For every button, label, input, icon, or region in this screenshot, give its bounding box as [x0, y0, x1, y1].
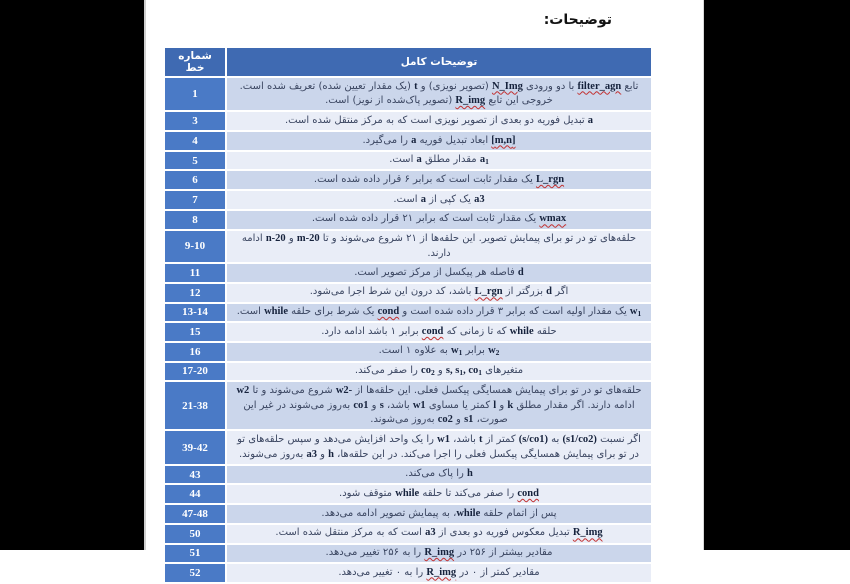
description-text: به‌روز می‌شوند در غیر این صورت،: [243, 399, 508, 426]
description-cell: [227, 191, 651, 209]
code-token: 1: [485, 157, 489, 167]
line-number-cell: 16: [165, 343, 225, 361]
explanations-table: [163, 46, 653, 584]
table-row: [165, 363, 651, 381]
line-number-cell: 50: [165, 525, 225, 543]
description-text: به: [547, 433, 563, 445]
line-number-cell: 7: [165, 191, 225, 209]
code-token: l: [493, 399, 497, 411]
table-row: [165, 564, 651, 582]
line-number-cell: 17-20: [165, 363, 225, 381]
table-row: [165, 132, 651, 150]
code-token: a: [479, 154, 486, 166]
code-token: , co: [463, 365, 479, 377]
line-number-cell: 3: [165, 112, 225, 130]
description-text: حلقه‌های تو در تو برای پیمایش تصویر. این حلقه‌ها از ۲۱ شروع می‌شوند و تا: [319, 233, 637, 244]
code-token: d: [546, 286, 553, 298]
code-token: n-20: [265, 233, 286, 244]
line-number-cell: 39-42: [165, 431, 225, 463]
line-number-cell: 1: [165, 78, 225, 110]
description-text: به‌روز می‌شوند.: [239, 448, 307, 460]
description-text: ادامه دارند.: [241, 233, 451, 259]
description-text: برابر: [462, 345, 489, 357]
code-token: L_rgn: [474, 286, 503, 298]
right-black-bar: [703, 0, 850, 550]
header-line-number: شماره خط: [165, 48, 225, 76]
line-number-cell: 44: [165, 485, 225, 503]
description-text: ادامه دارند. اگر مقدار مطلق: [513, 399, 635, 411]
code-token: k: [507, 399, 514, 411]
code-token: w: [488, 345, 496, 357]
description-text: تبدیل فوریه دو بعدی از تصویر نویزی است که به مرکز منتقل شده است.: [284, 114, 588, 126]
description-text: مقادیر کمتر از ۰ در: [456, 566, 540, 578]
description-cell: [227, 564, 651, 582]
description-text: اگر نسبت: [596, 433, 641, 445]
code-token: co2: [437, 414, 453, 426]
description-cell: [227, 323, 651, 341]
code-token: co: [421, 365, 431, 377]
description-cell: [227, 505, 651, 523]
code-token: d: [517, 266, 524, 278]
code-token: m-20: [296, 233, 320, 244]
description-text: را به ۰ تغییر می‌دهد.: [338, 566, 427, 578]
description-text: یک کپی از: [425, 193, 475, 205]
description-text: تابع: [621, 80, 639, 92]
description-cell: [227, 545, 651, 563]
line-number-cell: 6: [165, 171, 225, 189]
description-text: است.: [393, 193, 421, 205]
code-token: [m,n]: [491, 134, 516, 146]
description-text: به‌روز می‌شوند.: [370, 414, 438, 426]
code-token: 1: [478, 368, 482, 377]
description-text: متغیرهای: [482, 365, 524, 377]
table-row: [165, 545, 651, 563]
line-number-cell: 43: [165, 466, 225, 484]
table-row: [165, 211, 651, 229]
code-token: w: [450, 345, 459, 357]
page-title: توضیحات:: [543, 12, 612, 28]
code-token: a: [416, 154, 422, 166]
table-row: [165, 78, 651, 110]
line-number-cell: 15: [165, 323, 225, 341]
description-cell: [227, 284, 651, 302]
description-text: است.: [389, 154, 417, 166]
description-text: و: [452, 414, 465, 426]
description-text: متوقف شود.: [339, 487, 396, 499]
description-text: و: [496, 399, 508, 411]
description-cell: [227, 466, 651, 484]
left-black-bar: [0, 0, 146, 550]
description-text: حلقه: [533, 325, 557, 337]
code-token: R_img: [455, 95, 486, 107]
description-text: (تصویر نویزی) و: [417, 80, 492, 92]
line-number-cell: 5: [165, 152, 225, 170]
code-token: while: [264, 306, 288, 318]
description-text: و: [434, 365, 446, 377]
code-token: while: [395, 487, 420, 499]
description-text: بزرگتر از: [502, 286, 547, 298]
line-number-cell: 21-38: [165, 382, 225, 429]
description-cell: [227, 304, 651, 322]
code-token: wmax: [539, 213, 567, 225]
description-text: و: [316, 448, 329, 460]
description-cell: [227, 382, 651, 429]
code-token: w2: [236, 384, 250, 396]
description-text: شروع می‌شوند و تا: [249, 384, 336, 396]
code-token: t: [414, 80, 418, 92]
line-number-cell: 47-48: [165, 505, 225, 523]
table-row: [165, 466, 651, 484]
code-token: R_img: [424, 547, 455, 558]
description-cell: [227, 525, 651, 543]
description-cell: [227, 363, 651, 381]
description-text: فاصله هر پیکسل از مرکز تصویر است.: [354, 266, 518, 278]
line-number-cell: 52: [165, 564, 225, 582]
table-row: [165, 525, 651, 543]
table-row: [165, 112, 651, 130]
code-token: R_img: [426, 566, 457, 578]
table-row: [165, 485, 651, 503]
description-text: ، به پیمایش تصویر ادامه می‌دهد.: [321, 507, 457, 519]
table-row: [165, 171, 651, 189]
table-row: [165, 284, 651, 302]
code-token: a: [411, 134, 417, 146]
table-row: [165, 323, 651, 341]
description-text: تبدیل معکوس فوریه دو بعدی از: [435, 527, 573, 539]
code-token: h: [466, 468, 473, 480]
description-text: به علاوه ۱ است.: [378, 345, 451, 357]
description-text: باشد، کد درون این شرط اجرا می‌شود.: [309, 286, 475, 298]
description-cell: [227, 78, 651, 110]
code-token: a: [420, 193, 426, 205]
code-token: s, s: [445, 365, 460, 377]
line-number-cell: 13-14: [165, 304, 225, 322]
code-token: a3: [306, 448, 317, 460]
table-row: [165, 431, 651, 463]
code-token: a3: [474, 193, 485, 205]
table-row: [165, 382, 651, 429]
table-row: [165, 343, 651, 361]
description-text: را می‌گیرد.: [362, 134, 412, 146]
description-text: مقادیر بیشتر از ۲۵۶ در: [454, 547, 553, 558]
description-text: و: [285, 233, 297, 244]
description-text: (یک مقدار تعیین شده) تعریف شده است. خروجی این تابع: [239, 80, 553, 107]
description-text: کمتر از: [482, 433, 519, 445]
table-row: [165, 505, 651, 523]
line-number-cell: 51: [165, 545, 225, 563]
description-cell: [227, 211, 651, 229]
description-text: را به ۲۵۶ تغییر می‌دهد.: [325, 547, 425, 558]
code-token: w1: [437, 433, 450, 445]
code-token: s1: [464, 414, 474, 426]
table-body: [165, 78, 651, 582]
code-token: co1: [353, 399, 369, 411]
description-text: را صفر می‌کند.: [354, 365, 422, 377]
code-token: 1: [637, 308, 642, 318]
code-token: t: [479, 433, 483, 445]
description-text: برابر ۱ باشد ادامه دارد.: [321, 325, 422, 337]
description-text: حلقه‌های تو در تو برای پیمایش همسایگی پیکسل فعلی. این حلقه‌ها از: [352, 384, 642, 396]
code-token: a3: [425, 527, 436, 539]
description-text: (تصویر پاک‌شده از نویز) است.: [325, 95, 456, 107]
table-row: [165, 191, 651, 209]
code-token: cond: [377, 306, 400, 318]
code-token: 1: [459, 368, 464, 377]
line-number-cell: 11: [165, 264, 225, 282]
line-number-cell: 4: [165, 132, 225, 150]
code-token: 2: [495, 348, 500, 358]
line-number-cell: 9-10: [165, 231, 225, 263]
table-row: [165, 304, 651, 322]
line-number-cell: 8: [165, 211, 225, 229]
description-text: و: [368, 399, 380, 411]
code-token: N_Img: [491, 80, 523, 92]
description-text: که تا زمانی که: [443, 325, 510, 337]
code-token: (s1/co2): [562, 433, 597, 445]
code-token: L_rgn: [536, 173, 565, 185]
description-text: یک مقدار ثابت است که برابر ۶ قرار داده شده است.: [313, 173, 537, 185]
code-token: a: [587, 114, 594, 126]
code-token: s: [379, 399, 384, 411]
description-cell: [227, 112, 651, 130]
code-token: w1: [412, 399, 426, 411]
header-description: توضیحات کامل: [227, 48, 651, 76]
code-token: filter_agn: [577, 80, 622, 92]
description-cell: [227, 132, 651, 150]
description-text: اگر: [552, 286, 569, 298]
code-token: R_img: [572, 527, 603, 539]
description-text: ابعاد تبدیل فوریه: [416, 134, 492, 146]
description-text: را صفر می‌کند تا حلقه: [419, 487, 518, 499]
code-token: h: [328, 448, 334, 460]
description-text: یک مقدار ثابت است که برابر ۲۱ قرار داده شده است.: [311, 213, 540, 225]
description-cell: [227, 152, 651, 170]
description-text: کمتر یا مساوی: [425, 399, 494, 411]
code-token: 2: [430, 368, 435, 377]
code-token: cond: [421, 325, 444, 337]
code-token: -w2: [335, 384, 353, 396]
description-text: را یک واحد افزایش می‌دهد و سپس حلقه‌های تو در تو برای پیمایش همسایگی پیکسل فعلی را اجرا می‌کند. در این حلقه‌ها،: [237, 433, 639, 460]
description-text: مقدار مطلق: [421, 154, 480, 166]
header-row: [165, 48, 651, 76]
table-header: [165, 48, 651, 76]
code-token: w: [629, 306, 638, 318]
table-row: [165, 231, 651, 263]
description-text: است که به مرکز منتقل شده است.: [275, 527, 426, 539]
description-cell: [227, 485, 651, 503]
description-text: را پاک می‌کند.: [405, 468, 467, 480]
code-token: 1: [458, 348, 463, 358]
table-row: [165, 152, 651, 170]
description-cell: [227, 264, 651, 282]
table-row: [165, 264, 651, 282]
code-token: while: [509, 325, 534, 337]
description-text: است.: [236, 306, 265, 318]
description-cell: [227, 171, 651, 189]
description-text: یک شرط برای حلقه: [288, 306, 378, 318]
description-cell: [227, 343, 651, 361]
description-cell: [227, 231, 651, 263]
description-cell: [227, 431, 651, 463]
description-text: پس از اتمام حلقه: [480, 507, 557, 519]
code-token: while: [456, 507, 481, 519]
description-text: باشد،: [383, 399, 413, 411]
description-text: با دو ورودی: [522, 80, 578, 92]
code-token: cond: [517, 487, 539, 499]
code-token: (s/co1): [518, 433, 548, 445]
line-number-cell: 12: [165, 284, 225, 302]
description-text: باشد،: [450, 433, 480, 445]
description-text: یک مقدار اولیه است که برابر ۳ قرار داده شده است و: [399, 306, 630, 318]
